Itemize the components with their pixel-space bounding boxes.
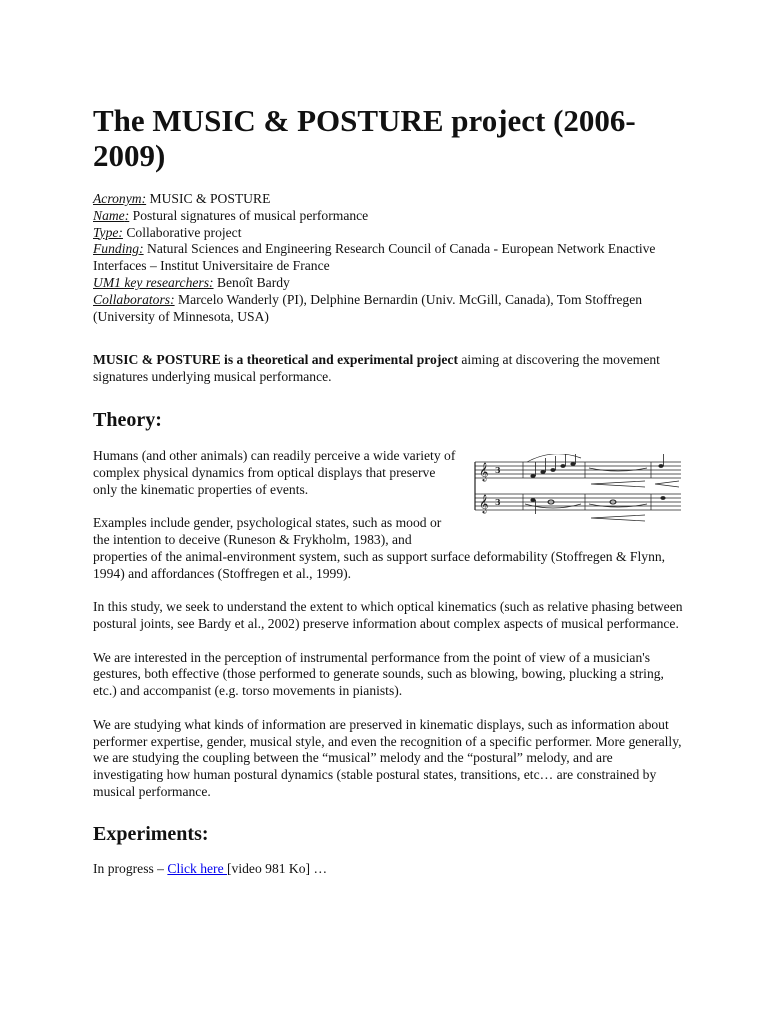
- meta-value: Natural Sciences and Engineering Research Council of Canada - European Network Enactive Interfaces – Institut Universitaire de France: [93, 241, 656, 274]
- experiments-prefix: In progress –: [93, 860, 168, 876]
- meta-row-collaborators: Collaborators: Marcelo Wanderly (PI), Delphine Bernardin (Univ. McGill, Canada), Tom Stoffregen (University of Minnesota, USA): [93, 291, 643, 324]
- meta-key: Funding: [93, 241, 140, 257]
- meta-value: MUSIC & POSTURE: [149, 191, 271, 206]
- svg-text:𝄞: 𝄞: [479, 493, 489, 513]
- intro-bold: MUSIC & POSTURE is a theoretical and experimental project: [93, 352, 458, 368]
- meta-key: Collaborators: [93, 291, 171, 307]
- intro-paragraph: [93, 352, 683, 386]
- click-here-link[interactable]: Click here: [167, 860, 228, 876]
- meta-row-researchers: UM1 key researchers: Benoît Bardy: [93, 274, 290, 290]
- meta-key: Acronym: [93, 191, 142, 206]
- meta-key: Type: [93, 224, 119, 240]
- intro-rest: aiming at discovering the movement signatures underlying musical performance.: [93, 352, 660, 385]
- theory-paragraph-2: Examples include gender, psychological states, such as mood or the intention to deceive (Runeson & Frykholm, 1983), and properties of the animal-environment system, such as support surface deformability (Stoffregen & Flynn, 1994) and affordances (Stoffregen et al., 1999).: [93, 515, 666, 581]
- meta-row-type: Type: Collaborative project: [93, 224, 242, 240]
- meta-key: Name: [93, 207, 125, 223]
- meta-value: Collaborative project: [126, 224, 242, 240]
- meta-row-funding: Funding: Natural Sciences and Engineering Research Council of Canada - European Network Enactive Interfaces – Institut Universitaire de France: [93, 241, 656, 274]
- meta-value: Marcelo Wanderly (PI), Delphine Bernardin (Univ. McGill, Canada), Tom Stoffregen (University of Minnesota, USA): [93, 291, 643, 324]
- svg-text:𝄞: 𝄞: [479, 461, 489, 481]
- theory-paragraph-3: In this study, we seek to understand the extent to which optical kinematics (such as relative phasing between postural joints, see Bardy et al., 2002) preserve information about complex aspects of musical performance.: [93, 599, 683, 631]
- theory-paragraph-1: Humans (and other animals) can readily perceive a wide variety of complex physical dynamics from optical displays that preserve only the kinematic properties of events.: [93, 447, 456, 497]
- svg-text:3: 3: [495, 496, 501, 507]
- meta-key: UM1 key researchers: [93, 274, 210, 290]
- theory-paragraph-5: We are studying what kinds of information are preserved in kinematic displays, such as information about performer expertise, gender, musical style, and even the recognition of a specific performer. More generally, we are studying the coupling between the “musical” melody and the “postural” melody, and are investigating how human postural dynamics (stable postural states, transitions, etc… are constrained by musical performance.: [93, 716, 682, 799]
- music-score-image: [473, 454, 683, 530]
- meta-value: Postural signatures of musical performance: [132, 207, 369, 223]
- meta-row-acronym: Acronym: MUSIC & POSTURE: [93, 191, 271, 206]
- project-metadata: [93, 191, 683, 325]
- page-title: The MUSIC & POSTURE project (2006-2009): [93, 103, 636, 173]
- theory-paragraph-4: We are interested in the perception of instrumental performance from the point of view of a musician's gestures, both effective (those performed to generate sounds, such as blowing, bowing, plucking a string, etc.) and accompanist (e.g. torso movements in pianists).: [93, 649, 664, 699]
- experiments-suffix: [video 981 Ko] …: [227, 860, 328, 876]
- document-page: [93, 103, 683, 878]
- meta-row-name: Name: Postural signatures of musical performance: [93, 207, 369, 223]
- svg-text:3: 3: [495, 464, 501, 475]
- meta-value: Benoît Bardy: [216, 274, 290, 290]
- theory-heading: Theory:: [93, 408, 162, 431]
- experiments-heading: Experiments:: [93, 822, 209, 845]
- experiments-paragraph: [93, 861, 683, 878]
